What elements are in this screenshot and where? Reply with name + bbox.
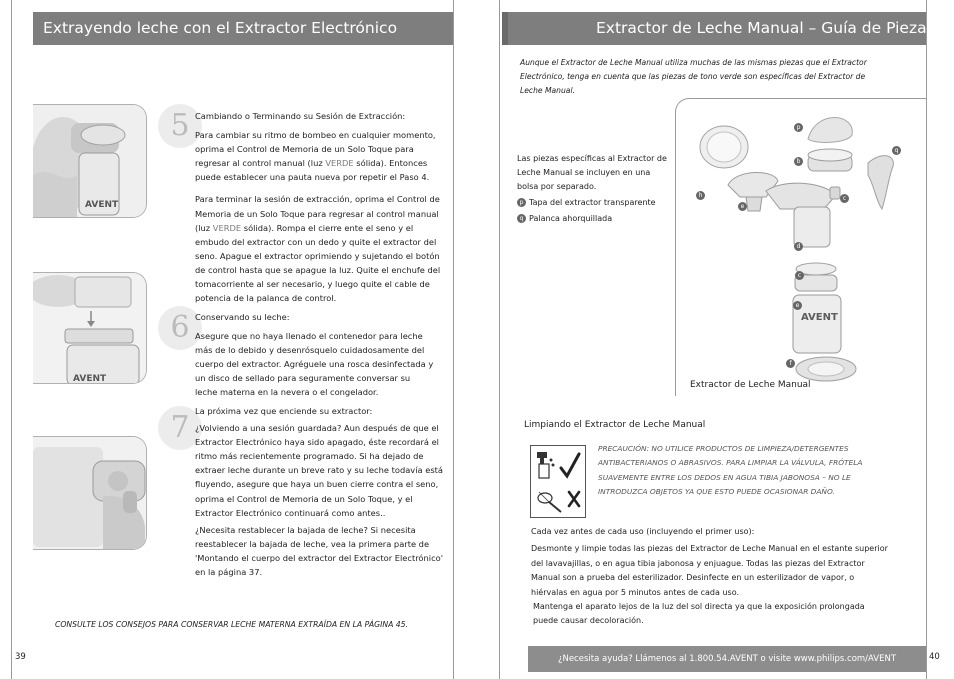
right-page-number: 40 bbox=[929, 652, 940, 662]
step7-paragraph1: ¿Volviendo a una sesión guardada? Aun después de que el Extractor Electrónico haya sido apagado, éste recordará el ritmo más recientemente programado. Si ha dejado de extraer leche durante un breve rato y su leche todavía está fluyendo, asegure que haya un buen cierre contra el seno, oprima el Control de Memoria de un Solo Toque, y el Extractor Electrónico continuará como antes.. bbox=[195, 423, 444, 518]
header-tab-accent bbox=[502, 12, 508, 45]
part-q-badge: q bbox=[517, 214, 526, 223]
right-gutter-line bbox=[499, 0, 500, 679]
cleaning-paragraph2: Desmonte y limpie todas las piezas del Extractor de Leche Manual en el estante superior del lavavajillas, o en agua tibia jabonosa y enjuague. Todas las piezas del Extractor Manual son a prueba del esterilizador. Desinfecte en un esterilizador de vapor, o hiérvalas en agua por 5 minutos antes de cada uso. bbox=[531, 544, 888, 597]
label-b: b bbox=[794, 157, 803, 166]
left-gutter-line bbox=[453, 0, 454, 679]
manual-intro: Aunque el Extractor de Leche Manual utiliza muchas de las mismas piezas que el Extractor Electrónico, tenga en cuenta que las piezas de tono verde son específicas del Extractor de Leche Manual. bbox=[520, 58, 867, 96]
step5-paragraph1 bbox=[195, 128, 445, 184]
photo1-brand: AVENT bbox=[85, 200, 119, 210]
label-c2: c bbox=[795, 271, 804, 280]
right-page-title: Extractor de Leche Manual – Guía de Piezas bbox=[596, 19, 935, 37]
cleaning-instructions bbox=[531, 525, 891, 629]
bottle-illustration bbox=[33, 273, 147, 384]
label-d: d bbox=[794, 242, 803, 251]
step5-p2-a: Para terminar la sesión de extracción, oprima el Control de Memoria de un Solo Toque para regresar al control manual (luz bbox=[195, 194, 440, 233]
part-p-label: Tapa del extractor transparente bbox=[529, 198, 656, 207]
cleaning-line1: Cada vez antes de cada uso (incluyendo el primer uso): bbox=[531, 527, 755, 536]
part-q-row bbox=[517, 212, 667, 226]
diagram-caption: Extractor de Leche Manual bbox=[690, 380, 811, 390]
step5-p2-b: sólida). Rompa el cierre ente el seno y el embudo del extractor con un dedo y quite el extractor del seno. Apague el extractor oprimiendo y sujetando el botón de control hasta que se apague la luz. Quite el enchufe del tomacorriente al ser necesario, y luego quite el cable de potencia de la palanca de control. bbox=[195, 222, 441, 304]
step6-number: 6 bbox=[158, 306, 202, 350]
step5-p1-a: Para cambiar su ritmo de bombeo en cualquier momento, oprima el Control de Memoria de un Solo Toque para regresar al control manual (luz bbox=[195, 130, 436, 169]
label-e1: e bbox=[738, 202, 747, 211]
left-page-number: 39 bbox=[15, 652, 26, 662]
step5-text bbox=[195, 109, 445, 305]
right-margin-line bbox=[926, 0, 927, 679]
part-q-label: Palanca ahorquillada bbox=[529, 214, 613, 223]
step6-title: Conservando su leche: bbox=[195, 312, 290, 322]
step5-number: 5 bbox=[158, 104, 202, 148]
right-page-header bbox=[502, 12, 935, 45]
storage-tips-note: CONSULTE LOS CONSEJOS PARA CONSERVAR LECHE MATERNA EXTRAÍDA EN LA PÁGINA 45. bbox=[55, 620, 409, 629]
step5-paragraph2 bbox=[195, 192, 445, 305]
cleaning-paragraph3: Mantenga el aparato lejos de la luz del sol directa ya que la exposición prolongada puede causar decoloración. bbox=[533, 602, 865, 626]
caution-warning: PRECAUCIÓN: NO UTILICE PRODUCTOS DE LIMPIEZA/DETERGENTES ANTIBACTERIANOS O ABRASIVOS. PARA LIMPIAR LA VÁLVULA, FRÓTELA SUAVEMENTE ENTRE LOS DEDOS EN AGUA TIBIA JABONOSA – NO LE INTRODUZCA OBJETOS YA QUE ESTO PUEDE OCASIONAR DAÑO. bbox=[598, 444, 863, 497]
cleaning-icons-box bbox=[530, 445, 586, 518]
label-f: f bbox=[786, 359, 795, 368]
parts-text: Las piezas específicas al Extractor de Leche Manual se incluyen en una bolsa por separado. bbox=[517, 154, 667, 191]
label-q: q bbox=[892, 146, 901, 155]
left-margin-line bbox=[11, 0, 12, 679]
help-footer: ¿Necesita ayuda? Llámenos al 1.800.54.AVENT o visite www.philips.com/AVENT bbox=[528, 646, 926, 672]
step7-paragraph2: ¿Necesita restablecer la bajada de leche? Si necesita reestablecer la bajada de leche, vea la primera parte de 'Montando el cuerpo del extractor del Extractor Electrónico' en la página 37. bbox=[195, 524, 443, 578]
pump-attached-illustration bbox=[33, 105, 147, 218]
step5-p1-b: sólida). Entonces puede establecer una pauta nueva por repetir el Paso 4. bbox=[195, 158, 430, 183]
label-p: p bbox=[794, 123, 803, 132]
step7-text bbox=[195, 404, 445, 579]
step6-paragraph1: Asegure que no haya llenado el contenedor para leche más de lo debido y desenrósquelo cuidadosamente del cuerpo del extractor. Agréguele una rosca desinfectada y un disco de sellado para seguramente conversar su leche materna en la nevera o el congelador. bbox=[195, 331, 434, 398]
step5-title: Cambiando o Terminando su Sesión de Extracción: bbox=[195, 111, 406, 121]
step5-p1-green: VERDE bbox=[325, 158, 354, 169]
step7-photo bbox=[33, 436, 147, 550]
step7-number: 7 bbox=[158, 406, 202, 450]
cleaning-title: Limpiando el Extractor de Leche Manual bbox=[524, 420, 706, 430]
part-p-row bbox=[517, 196, 667, 210]
hand-on-control-illustration bbox=[33, 437, 147, 550]
label-h: h bbox=[696, 191, 705, 200]
label-c1: c bbox=[840, 194, 849, 203]
label-e2: e bbox=[793, 301, 802, 310]
manual-pump-diagram bbox=[675, 98, 926, 396]
step6-text bbox=[195, 310, 435, 400]
step5-photo bbox=[33, 104, 147, 218]
step5-p2-green: VERDE bbox=[212, 222, 242, 233]
bottle-brand: AVENT bbox=[801, 312, 838, 323]
step7-title: La próxima vez que enciende su extractor: bbox=[195, 406, 373, 416]
photo2-brand: AVENT bbox=[73, 374, 107, 384]
dishwasher-check-brush-cross-icon bbox=[531, 446, 587, 519]
step6-photo bbox=[33, 272, 147, 384]
left-page-header: Extrayendo leche con el Extractor Electrónico bbox=[33, 12, 453, 45]
parts-description bbox=[517, 152, 667, 226]
part-p-badge: p bbox=[517, 198, 526, 207]
